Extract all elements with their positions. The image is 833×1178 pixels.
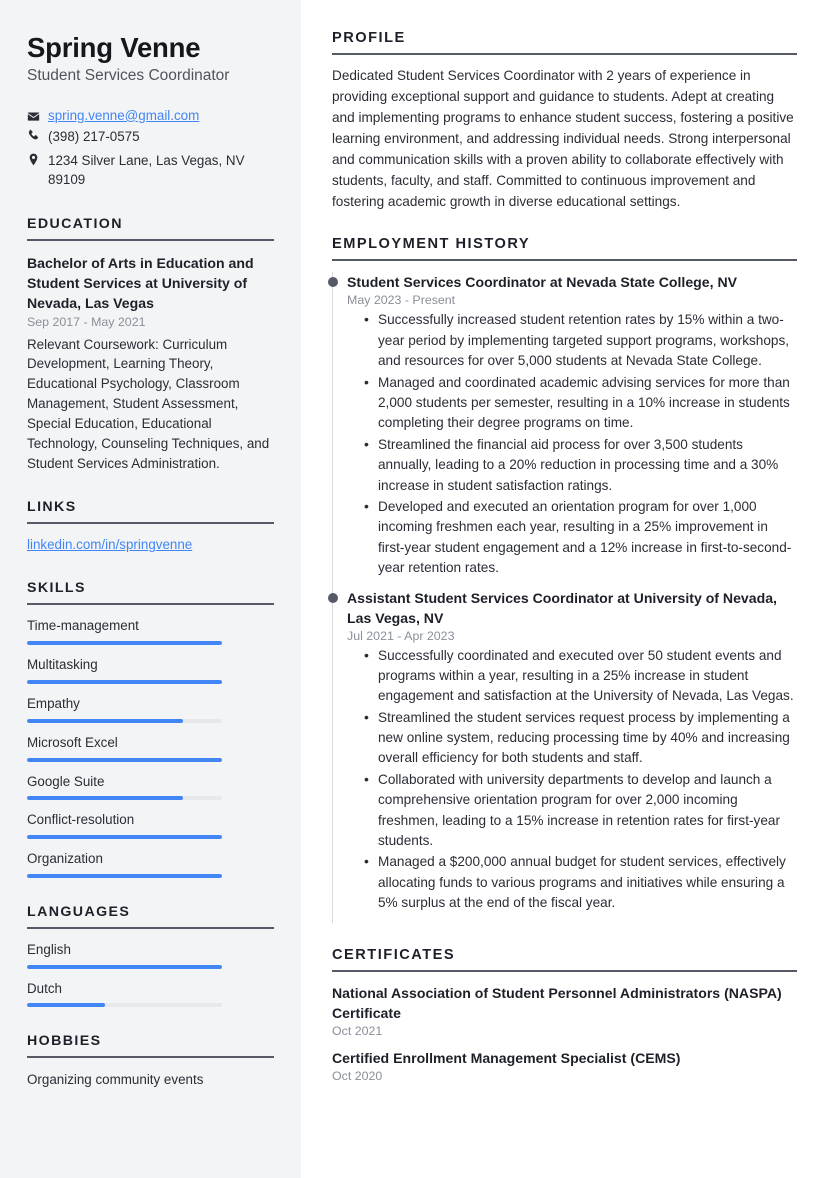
- skill-level-fill: [27, 719, 183, 723]
- timeline-dot-icon: [328, 593, 338, 603]
- achievement-item: • Collaborated with university departments to develop and launch a comprehensive orientation program for over 2,000 incoming freshmen, leading to a 15% increase in retention rates for first-year students.: [378, 770, 797, 852]
- profile-heading: PROFILE: [332, 30, 406, 46]
- certificates-list: [332, 983, 797, 1084]
- language-level-track: [27, 1003, 222, 1007]
- skill-item: [27, 773, 274, 801]
- certificate-item: [332, 1048, 797, 1083]
- language-label: Dutch: [27, 980, 62, 996]
- hobbies-text: Organizing community events: [27, 1072, 204, 1088]
- hobbies-heading: HOBBIES: [27, 1033, 102, 1050]
- certificates-heading-rule: [332, 970, 797, 972]
- skill-level-track: [27, 835, 222, 839]
- education-date: Sep 2017 - May 2021: [27, 315, 146, 330]
- skill-level-track: [27, 758, 222, 762]
- certificate-title: Certified Enrollment Management Specialist (CEMS): [332, 1050, 681, 1067]
- language-item: [27, 980, 274, 1008]
- section-skills: [27, 580, 274, 877]
- achievement-item: • Managed and coordinated academic advising services for more than 2,000 students per semester, resulting in a 10% increase in students completing their degree programs on time.: [378, 373, 797, 434]
- profile-heading-rule: [332, 53, 797, 55]
- phone-text: (398) 217-0575: [48, 128, 140, 144]
- skill-label: Microsoft Excel: [27, 734, 118, 750]
- language-level-track: [27, 965, 222, 969]
- email-link[interactable]: spring.venne@gmail.com: [48, 107, 200, 123]
- employment-date: May 2023 - Present: [347, 293, 456, 308]
- section-education: [27, 216, 274, 473]
- hobbies-heading-rule: [27, 1056, 274, 1058]
- education-heading-rule: [27, 239, 274, 241]
- phone-icon: [27, 127, 48, 142]
- employment-heading: EMPLOYMENT HISTORY: [332, 236, 531, 253]
- skill-level-track: [27, 796, 222, 800]
- language-label: English: [27, 941, 71, 957]
- education-description: Relevant Coursework: Curriculum Development, Learning Theory, Educational Psychology, Classroom Management, Student Assessment, Special Education, Educational Technology, Counseling Techniques, and Student Services Administration.: [27, 336, 270, 471]
- skill-level-fill: [27, 680, 222, 684]
- skill-label: Time-management: [27, 618, 139, 634]
- language-level-fill: [27, 1003, 105, 1007]
- main-content: [301, 0, 833, 1178]
- skill-level-track: [27, 680, 222, 684]
- section-certificates: [332, 947, 797, 1084]
- sidebar: [0, 0, 301, 1178]
- section-links: [27, 499, 274, 554]
- employment-entry: [332, 588, 797, 923]
- certificate-date: Oct 2021: [332, 1024, 383, 1039]
- employment-entry: [332, 272, 797, 587]
- skill-level-track: [27, 641, 222, 645]
- skill-label: Empathy: [27, 695, 80, 711]
- employment-date: Jul 2021 - Apr 2023: [347, 628, 455, 643]
- achievement-item: • Streamlined the student services request process by implementing a new online system, reducing processing time by 40% and increasing overall efficiency for both students and staff.: [378, 708, 797, 769]
- skills-heading: SKILLS: [27, 580, 86, 597]
- section-employment-history: [332, 236, 797, 922]
- section-hobbies: [27, 1033, 274, 1090]
- certificates-heading: CERTIFICATES: [332, 946, 456, 963]
- section-languages: [27, 904, 274, 1008]
- skill-item: [27, 850, 274, 878]
- contact-email-row[interactable]: [27, 108, 274, 123]
- employment-achievements: [347, 310, 797, 578]
- links-heading: LINKS: [27, 499, 77, 516]
- employment-achievements: [347, 646, 797, 914]
- links-heading-rule: [27, 522, 274, 524]
- achievement-item: • Managed a $200,000 annual budget for student services, effectively allocating funds to various programs and initiatives while ensuring a 5% surplus at the end of the fiscal year.: [378, 852, 797, 913]
- achievement-item: • Successfully increased student retention rates by 15% within a two-year period by implementing targeted support programs, workshops, and resources for over 5,000 students at Nevada State College.: [378, 310, 797, 371]
- skill-level-fill: [27, 641, 222, 645]
- skill-level-fill: [27, 835, 222, 839]
- skill-label: Conflict-resolution: [27, 812, 135, 828]
- location-pin-icon: [27, 151, 48, 166]
- skill-label: Google Suite: [27, 773, 105, 789]
- address-text: 1234 Silver Lane, Las Vegas, NV 89109: [48, 152, 245, 188]
- achievement-item: • Developed and executed an orientation program for over 1,000 incoming freshmen each year, resulting in a 25% improvement in first-year student engagement and a 12% increase in first-to-second-year retention rates.: [378, 497, 797, 579]
- education-degree: Bachelor of Arts in Education and Student Services at University of Nevada, Las Vegas: [27, 255, 254, 312]
- skill-item: [27, 695, 274, 723]
- certificate-item: [332, 983, 797, 1039]
- skill-level-track: [27, 874, 222, 878]
- candidate-name: Spring Venne: [27, 32, 201, 63]
- languages-heading-rule: [27, 927, 274, 929]
- profile-text: Dedicated Student Services Coordinator with 2 years of experience in providing exceptional support and guidance to students. Adept at creating and implementing programs to enhance student success, fostering a positive learning environment, and addressing individual needs. Strong interpersonal and communication skills with a proven ability to collaborate effectively with students, faculty, and staff. Committed to continuous improvement and fostering academic growth in diverse educational settings.: [332, 68, 794, 209]
- certificate-date: Oct 2020: [332, 1069, 383, 1084]
- skill-level-fill: [27, 758, 222, 762]
- contact-address-row: [27, 151, 274, 191]
- achievement-item: • Successfully coordinated and executed over 50 student events and programs within a year, resulting in a 25% increase in student engagement and satisfaction at the University of Nevada, Las Vegas.: [378, 646, 797, 707]
- skills-list: [27, 617, 274, 877]
- employment-heading-rule: [332, 259, 797, 261]
- linkedin-link[interactable]: linkedin.com/in/springvenne: [27, 537, 193, 553]
- contact-list: [27, 108, 274, 190]
- skill-item: [27, 656, 274, 684]
- skill-level-track: [27, 719, 222, 723]
- skill-item: [27, 734, 274, 762]
- section-profile: [332, 30, 797, 212]
- timeline-dot-icon: [328, 277, 338, 287]
- education-item: [27, 253, 274, 473]
- skill-label: Organization: [27, 851, 103, 867]
- languages-heading: LANGUAGES: [27, 903, 131, 920]
- contact-phone-row: [27, 127, 274, 147]
- skill-label: Multitasking: [27, 657, 98, 673]
- skill-item: [27, 617, 274, 645]
- language-item: [27, 941, 274, 969]
- employment-timeline: [332, 272, 797, 922]
- envelope-icon: [27, 108, 48, 123]
- achievement-item: • Streamlined the financial aid process for over 3,500 students annually, leading to a 20% reduction in processing time and a 30% increase in student satisfaction ratings.: [378, 435, 797, 496]
- certificate-title: National Association of Student Personnel Administrators (NASPA) Certificate: [332, 984, 782, 1021]
- language-level-fill: [27, 965, 222, 969]
- candidate-job-title: Student Services Coordinator: [27, 67, 230, 85]
- skill-level-fill: [27, 874, 222, 878]
- skill-level-fill: [27, 796, 183, 800]
- languages-list: [27, 941, 274, 1008]
- education-heading: EDUCATION: [27, 216, 123, 233]
- skill-item: [27, 811, 274, 839]
- employment-title: Student Services Coordinator at Nevada State College, NV: [347, 274, 738, 291]
- employment-title: Assistant Student Services Coordinator at University of Nevada, Las Vegas, NV: [347, 589, 777, 626]
- skills-heading-rule: [27, 603, 274, 605]
